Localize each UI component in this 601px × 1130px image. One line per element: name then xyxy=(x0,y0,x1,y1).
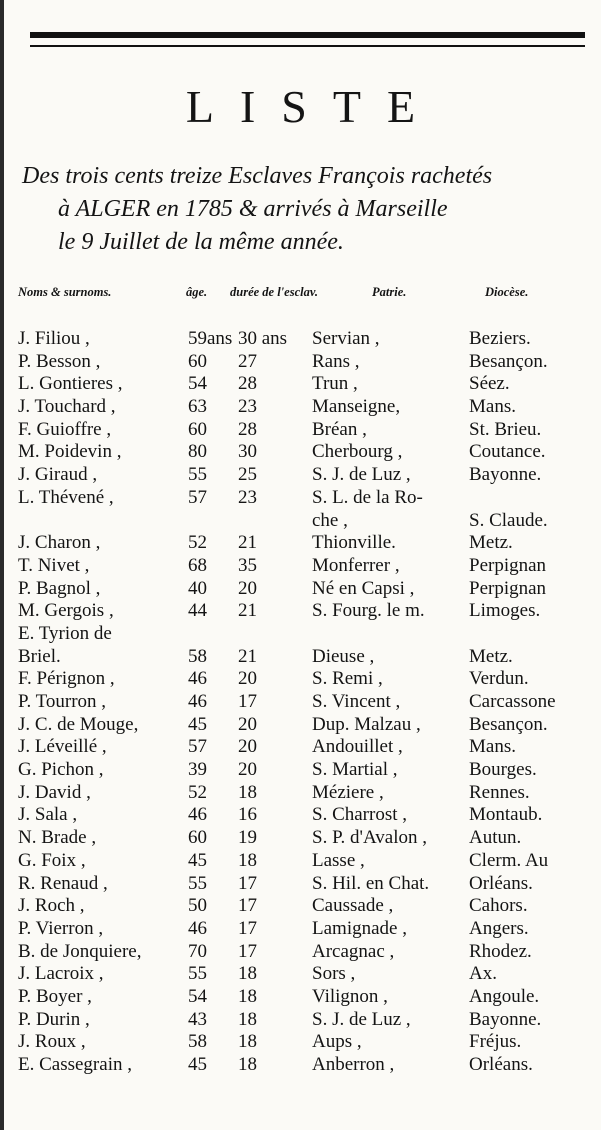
cell-patrie: Trun , xyxy=(312,373,358,395)
cell-name: J. Sala , xyxy=(18,804,78,826)
list-row xyxy=(0,850,601,873)
cell-diocese: Besançon. xyxy=(469,713,548,735)
list-row xyxy=(0,1031,601,1054)
cell-age: 45 xyxy=(188,849,207,871)
cell-age: 68 xyxy=(188,554,207,576)
subtitle-line-3: le 9 Juillet de la même année. xyxy=(58,229,344,255)
cell-diocese: Orléans. xyxy=(469,1054,533,1075)
cell-patrie: S. P. d'Avalon , xyxy=(312,827,427,849)
list-row xyxy=(0,373,601,396)
cell-name: J. Roux , xyxy=(18,1031,86,1053)
list-row xyxy=(0,986,601,1009)
cell-diocese: Ax. xyxy=(469,963,497,985)
header-age: âge. xyxy=(186,285,208,299)
cell-duration: 20 xyxy=(238,668,257,690)
cell-age: 43 xyxy=(188,1008,207,1030)
cell-age: 46 xyxy=(188,917,207,939)
cell-patrie: Vilignon , xyxy=(312,985,388,1007)
list-row xyxy=(0,578,601,601)
cell-patrie: S. J. de Luz , xyxy=(312,1008,411,1030)
cell-duration: 19 xyxy=(238,827,257,849)
cell-patrie: Aups , xyxy=(312,1031,362,1053)
cell-duration: 23 xyxy=(238,396,257,418)
cell-patrie: Arcagnac , xyxy=(312,940,395,962)
cell-age: 55 xyxy=(188,963,207,985)
cell-age: 54 xyxy=(188,373,207,395)
cell-patrie: Cherbourg , xyxy=(312,441,403,463)
list-row xyxy=(0,827,601,850)
cell-patrie: S. Vincent , xyxy=(312,691,401,712)
cell-diocese: S. Claude. xyxy=(469,509,548,531)
cell-age: 70 xyxy=(188,940,207,962)
list-row xyxy=(0,918,601,941)
cell-name: L. Gontieres , xyxy=(18,373,123,395)
cell-duration: 18 xyxy=(238,1054,257,1075)
list-row xyxy=(0,487,601,510)
cell-duration: 27 xyxy=(238,350,257,372)
cell-patrie: S. J. de Luz , xyxy=(312,464,411,486)
cell-duration: 20 xyxy=(238,713,257,735)
header-diocese: Diocèse. xyxy=(485,285,529,299)
cell-duration: 21 xyxy=(238,645,257,667)
cell-duration: 30 xyxy=(238,441,257,463)
cell-duration: 18 xyxy=(238,1031,257,1053)
cell-duration: 20 xyxy=(238,736,257,758)
cell-diocese: Angers. xyxy=(469,917,529,939)
cell-patrie: che , xyxy=(312,509,348,531)
cell-age: 45 xyxy=(188,713,207,735)
cell-diocese: Rhodez. xyxy=(469,940,532,962)
cell-age: 52 xyxy=(188,532,207,554)
cell-patrie: Manseigne, xyxy=(312,396,401,418)
cell-name: J. Filiou , xyxy=(18,328,90,349)
list-row xyxy=(0,804,601,827)
cell-duration: 17 xyxy=(238,691,257,712)
cell-duration: 21 xyxy=(238,532,257,554)
list-row xyxy=(0,759,601,782)
cell-patrie: S. Charrost , xyxy=(312,804,407,826)
cell-duration: 18 xyxy=(238,985,257,1007)
cell-age: 80 xyxy=(188,441,207,463)
cell-duration: 20 xyxy=(238,577,257,599)
cell-age: 63 xyxy=(188,396,207,418)
cell-name: M. Poidevin , xyxy=(18,441,122,463)
cell-duration: 17 xyxy=(238,872,257,894)
cell-diocese: Fréjus. xyxy=(469,1031,522,1053)
cell-name: F. Guioffre , xyxy=(18,418,112,440)
cell-name: P. Boyer , xyxy=(18,985,92,1007)
cell-name: P. Durin , xyxy=(18,1008,90,1030)
list-row xyxy=(0,419,601,442)
cell-name: M. Gergois , xyxy=(18,600,114,622)
cell-patrie: Anberron , xyxy=(312,1054,395,1075)
cell-patrie: Lamignade , xyxy=(312,917,407,939)
cell-age: 46 xyxy=(188,691,207,712)
cell-name: J. Lacroix , xyxy=(18,963,104,985)
cell-name: J. C. de Mouge, xyxy=(18,713,139,735)
list-row xyxy=(0,441,601,464)
header-rule-thick xyxy=(30,32,585,38)
cell-age: 54 xyxy=(188,985,207,1007)
cell-age: 57 xyxy=(188,736,207,758)
cell-name: J. David , xyxy=(18,781,91,803)
list-row xyxy=(0,736,601,759)
cell-diocese: Bayonne. xyxy=(469,1008,542,1030)
list-row xyxy=(0,351,601,374)
cell-duration: 28 xyxy=(238,373,257,395)
cell-diocese: Metz. xyxy=(469,645,513,667)
cell-age: 60 xyxy=(188,350,207,372)
cell-name: J. Giraud , xyxy=(18,464,98,486)
cell-duration: 23 xyxy=(238,486,257,508)
list-row xyxy=(0,941,601,964)
cell-name: J. Roch , xyxy=(18,895,85,917)
cell-diocese: Bourges. xyxy=(469,759,537,781)
cell-name: J. Léveillé , xyxy=(18,736,107,758)
cell-patrie: S. L. de la Ro- xyxy=(312,486,423,508)
cell-duration: 18 xyxy=(238,963,257,985)
cell-duration: 28 xyxy=(238,418,257,440)
cell-name: G. Pichon , xyxy=(18,759,104,781)
cell-patrie: Caussade , xyxy=(312,895,394,917)
slave-list xyxy=(0,328,601,1077)
cell-name: E. Tyrion de xyxy=(18,622,112,644)
cell-name: J. Charon , xyxy=(18,532,101,554)
subtitle-line-2: à ALGER en 1785 & arrivés à Marseille xyxy=(58,196,448,222)
cell-diocese: Verdun. xyxy=(469,668,529,690)
cell-age: 46 xyxy=(188,668,207,690)
cell-age: 52 xyxy=(188,781,207,803)
cell-diocese: Montaub. xyxy=(469,804,543,826)
list-row xyxy=(0,1054,601,1077)
list-row xyxy=(0,691,601,714)
cell-name: E. Cassegrain , xyxy=(18,1054,132,1075)
list-row xyxy=(0,555,601,578)
cell-age: 59ans xyxy=(188,328,233,349)
cell-age: 55 xyxy=(188,464,207,486)
list-row xyxy=(0,714,601,737)
cell-name: J. Touchard , xyxy=(18,396,116,418)
column-headers xyxy=(0,285,601,305)
cell-duration: 17 xyxy=(238,917,257,939)
cell-patrie: Né en Capsi , xyxy=(312,577,415,599)
cell-patrie: Dieuse , xyxy=(312,645,375,667)
cell-diocese: Besançon. xyxy=(469,350,548,372)
cell-patrie: Bréan , xyxy=(312,418,367,440)
cell-diocese: Angoule. xyxy=(469,985,540,1007)
cell-age: 58 xyxy=(188,1031,207,1053)
cell-diocese: Metz. xyxy=(469,532,513,554)
list-row xyxy=(0,646,601,669)
cell-name: Briel. xyxy=(18,645,61,667)
page-title: LISTE xyxy=(185,81,442,132)
list-row xyxy=(0,600,601,623)
list-row xyxy=(0,510,601,533)
cell-age: 50 xyxy=(188,895,207,917)
cell-name: G. Foix , xyxy=(18,849,86,871)
cell-name: P. Tourron , xyxy=(18,691,107,712)
list-row xyxy=(0,873,601,896)
list-row xyxy=(0,895,601,918)
cell-diocese: Carcassone xyxy=(469,691,556,712)
cell-diocese: Bayonne. xyxy=(469,464,542,486)
cell-patrie: S. Remi , xyxy=(312,668,383,690)
cell-age: 60 xyxy=(188,418,207,440)
cell-duration: 17 xyxy=(238,940,257,962)
cell-name: T. Nivet , xyxy=(18,554,90,576)
cell-duration: 30 ans xyxy=(238,328,288,349)
cell-name: N. Brade , xyxy=(18,827,97,849)
cell-patrie: Méziere , xyxy=(312,781,384,803)
list-row xyxy=(0,328,601,351)
subtitle-line-1: Des trois cents treize Esclaves François rachetés xyxy=(22,163,493,189)
cell-patrie: Andouillet , xyxy=(312,736,403,758)
cell-diocese: Limoges. xyxy=(469,600,541,622)
cell-patrie: Monferrer , xyxy=(312,554,400,576)
header-duration: durée de l'esclav. xyxy=(230,285,319,299)
header-patrie: Patrie. xyxy=(372,285,407,299)
cell-duration: 21 xyxy=(238,600,257,622)
subtitle xyxy=(22,160,592,259)
cell-diocese: Clerm. Au xyxy=(469,849,549,871)
header-rule-thin xyxy=(30,45,585,47)
cell-patrie: S. Martial , xyxy=(312,759,398,781)
cell-name: P. Besson , xyxy=(18,350,101,372)
cell-name: R. Renaud , xyxy=(18,872,108,894)
cell-diocese: Séez. xyxy=(469,373,510,395)
cell-patrie: S. Fourg. le m. xyxy=(312,600,425,622)
cell-diocese: Perpignan xyxy=(469,554,547,576)
cell-diocese: Perpignan xyxy=(469,577,547,599)
cell-duration: 25 xyxy=(238,464,257,486)
cell-patrie: Rans , xyxy=(312,350,360,372)
cell-diocese: Autun. xyxy=(469,827,522,849)
cell-duration: 17 xyxy=(238,895,257,917)
cell-duration: 16 xyxy=(238,804,257,826)
cell-patrie: Thionville. xyxy=(312,532,396,554)
cell-patrie: Lasse , xyxy=(312,849,365,871)
cell-patrie: Servian , xyxy=(312,328,380,349)
list-row xyxy=(0,1009,601,1032)
cell-age: 60 xyxy=(188,827,207,849)
cell-name: P. Vierron , xyxy=(18,917,104,939)
cell-diocese: Cahors. xyxy=(469,895,528,917)
cell-diocese: Mans. xyxy=(469,396,516,418)
cell-name: B. de Jonquiere, xyxy=(18,940,142,962)
cell-patrie: Dup. Malzau , xyxy=(312,713,421,735)
cell-age: 39 xyxy=(188,759,207,781)
cell-age: 57 xyxy=(188,486,207,508)
cell-diocese: St. Brieu. xyxy=(469,418,542,440)
cell-diocese: Orléans. xyxy=(469,872,533,894)
list-row xyxy=(0,963,601,986)
cell-age: 45 xyxy=(188,1054,207,1075)
cell-duration: 35 xyxy=(238,554,257,576)
cell-age: 40 xyxy=(188,577,207,599)
cell-diocese: Mans. xyxy=(469,736,516,758)
cell-duration: 18 xyxy=(238,781,257,803)
list-row xyxy=(0,623,601,646)
cell-age: 58 xyxy=(188,645,207,667)
list-row xyxy=(0,532,601,555)
list-row xyxy=(0,464,601,487)
cell-age: 46 xyxy=(188,804,207,826)
list-row xyxy=(0,396,601,419)
list-row xyxy=(0,668,601,691)
cell-age: 44 xyxy=(188,600,207,622)
cell-diocese: Beziers. xyxy=(469,328,531,349)
cell-duration: 20 xyxy=(238,759,257,781)
list-row xyxy=(0,782,601,805)
cell-diocese: Rennes. xyxy=(469,781,530,803)
cell-patrie: S. Hil. en Chat. xyxy=(312,872,430,894)
header-name: Noms & surnoms. xyxy=(18,285,112,299)
cell-duration: 18 xyxy=(238,849,257,871)
cell-name: L. Thévené , xyxy=(18,486,114,508)
cell-name: P. Bagnol , xyxy=(18,577,101,599)
cell-name: F. Pérignon , xyxy=(18,668,115,690)
cell-age: 55 xyxy=(188,872,207,894)
cell-diocese: Coutance. xyxy=(469,441,546,463)
cell-duration: 18 xyxy=(238,1008,257,1030)
cell-patrie: Sors , xyxy=(312,963,356,985)
